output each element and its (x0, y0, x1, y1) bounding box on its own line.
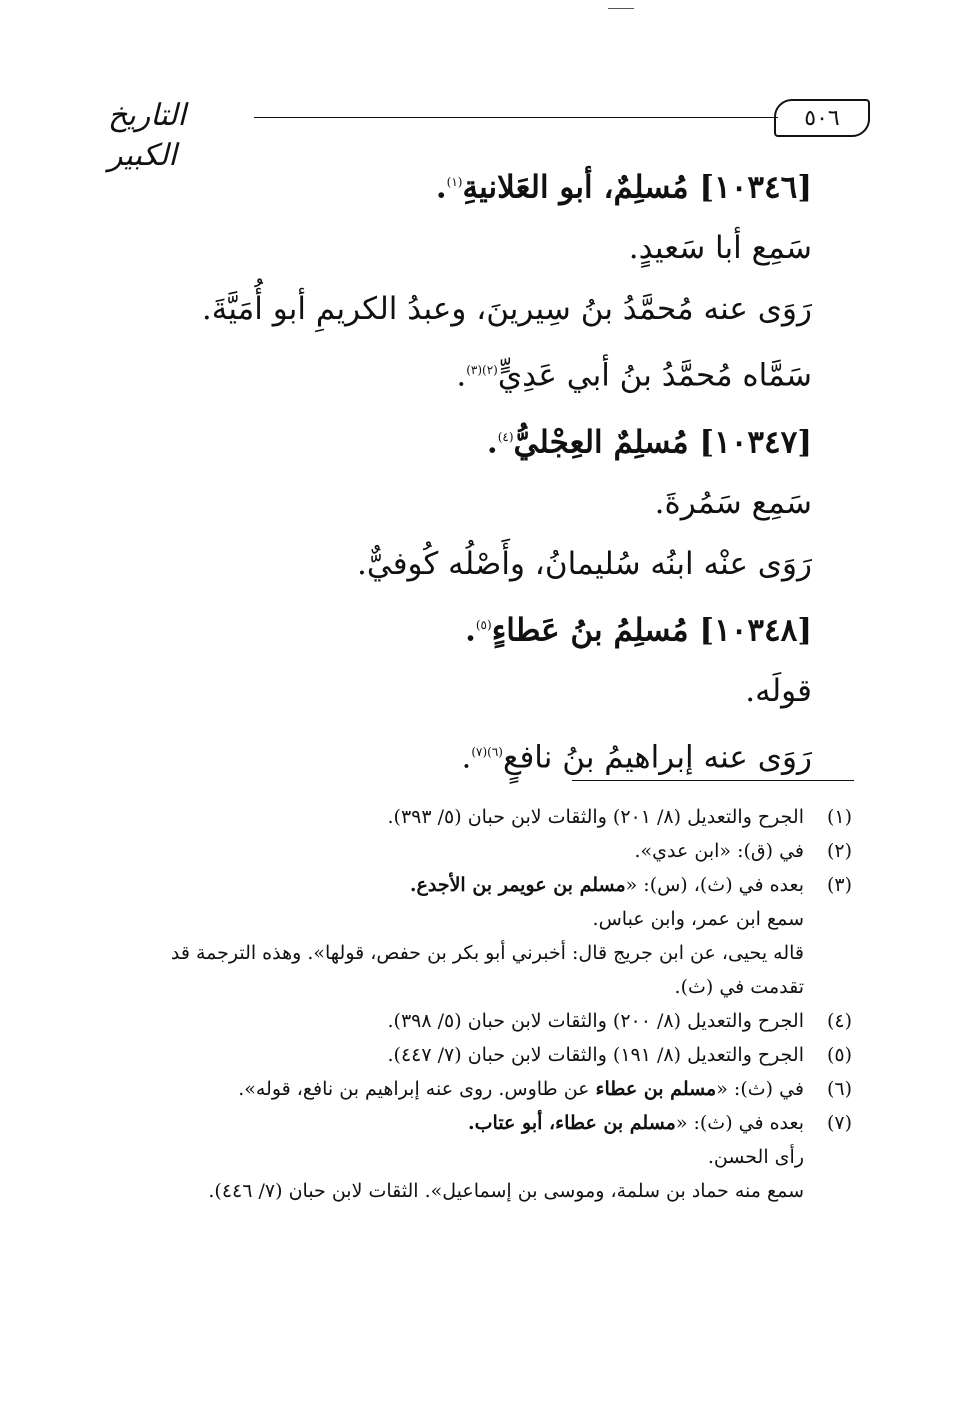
footnote (112, 1004, 852, 1038)
footnote (112, 800, 852, 834)
footnote (112, 868, 852, 902)
footnote-ref: (٢)(٣) (466, 363, 498, 378)
entry-heading: [١٠٣٤٧] مُسلِمٌ العِجْليُّ$^{(٤)}$. (486, 423, 812, 460)
page-number: ٥٠٦ (774, 99, 870, 137)
footnote-ref: (٤) (497, 429, 514, 444)
entry-heading: [١٠٣٤٨] مُسلِمُ بنُ عَطاءٍ$^{(٥)}$. (465, 612, 812, 649)
footnote-continuation: تقدمت في (ث). (674, 976, 804, 998)
footnote-text: الجرح والتعديل (٨/ ١٩١) والثقات لابن حبان (٧/ ٤٤٧). (387, 1044, 804, 1066)
footnote-continuation: سمع منه حماد بن سلمة، وموسى بن إسماعيل». الثقات لابن حبان (٧/ ٤٤٦). (208, 1180, 804, 1202)
entry-heading: [١٠٣٤٦] مُسلِمٌ، أبو العَلانيةِ$^{(١)}$. (435, 169, 812, 206)
header-rule (254, 117, 778, 118)
footnote-continuation: قاله يحيى، عن ابن جريج قال: أخبرني أبو بكر بن حفص، قولها». وهذه الترجمة قد (170, 942, 804, 964)
footnote-text: بعده في (ث): «مسلم بن عطاء، أبو عتاب. (468, 1112, 804, 1134)
footnote (112, 834, 852, 868)
entry-line: رَوَى عنه إبراهيمُ بنُ نافعٍ$^{(٦)(٧)}$. (461, 739, 812, 776)
footnote-separator (572, 780, 854, 781)
footnote-ref: (٥) (475, 617, 492, 632)
book-title: التاريخ الكبير (108, 98, 186, 173)
footnote-text: في (ث): «مسلم بن عطاء عن طاوس. روى عنه إبراهيم بن نافع، قوله». (238, 1078, 804, 1100)
page-header (108, 96, 870, 173)
footnotes (112, 800, 852, 1208)
entry-line: رَوَى عنه مُحمَّدُ بنُ سِيرينَ، وعبدُ الكريمِ أبو أُمَيَّةَ. (201, 291, 812, 328)
footnote-continuation: رأى الحسن. (707, 1146, 804, 1168)
footnote-number: (٥) (826, 1044, 852, 1066)
footnote-number: (٢) (826, 840, 852, 862)
top-edge-mark (608, 8, 634, 9)
footnote-number: (٣) (826, 874, 852, 896)
entry-line: قولَه. (745, 673, 812, 710)
footnote (112, 1072, 852, 1106)
footnote-text: في (ق): «ابن عدي». (634, 840, 804, 862)
footnote-ref: (١) (446, 175, 463, 189)
footnote-text: الجرح والتعديل (٨/ ٢٠٠) والثقات لابن حبان (٥/ ٣٩٨). (387, 1010, 804, 1032)
footnote-ref: (٦)(٧) (471, 745, 503, 760)
entry-line: سَمَّاه مُحمَّدُ بنُ أبي عَدِيٍّ$^{(٢)(٣)}$. (456, 357, 812, 394)
main-text (201, 152, 812, 789)
footnote (112, 1106, 852, 1140)
entry-line: سَمِع أبا سَعيدٍ. (628, 230, 812, 267)
footnote-text: الجرح والتعديل (٨/ ٢٠١) والثقات لابن حبان (٥/ ٣٩٣). (387, 806, 804, 828)
entry-line: رَوَى عنْه ابنُه سُليمانُ، وأَصْلُه كُوفيٌّ. (357, 545, 812, 582)
footnote-number: (٧) (826, 1112, 852, 1134)
footnote-number: (١) (826, 806, 852, 828)
entry-line: سَمِع سَمُرةَ. (654, 484, 812, 521)
footnote-number: (٤) (826, 1010, 852, 1032)
footnote (112, 1038, 852, 1072)
footnote-text: بعده في (ث)، (س): «مسلم بن عويمر بن الأجدع. (409, 874, 804, 896)
footnote-continuation: سمع ابن عمر، وابن عباس. (592, 908, 804, 930)
footnote-number: (٦) (826, 1078, 852, 1100)
